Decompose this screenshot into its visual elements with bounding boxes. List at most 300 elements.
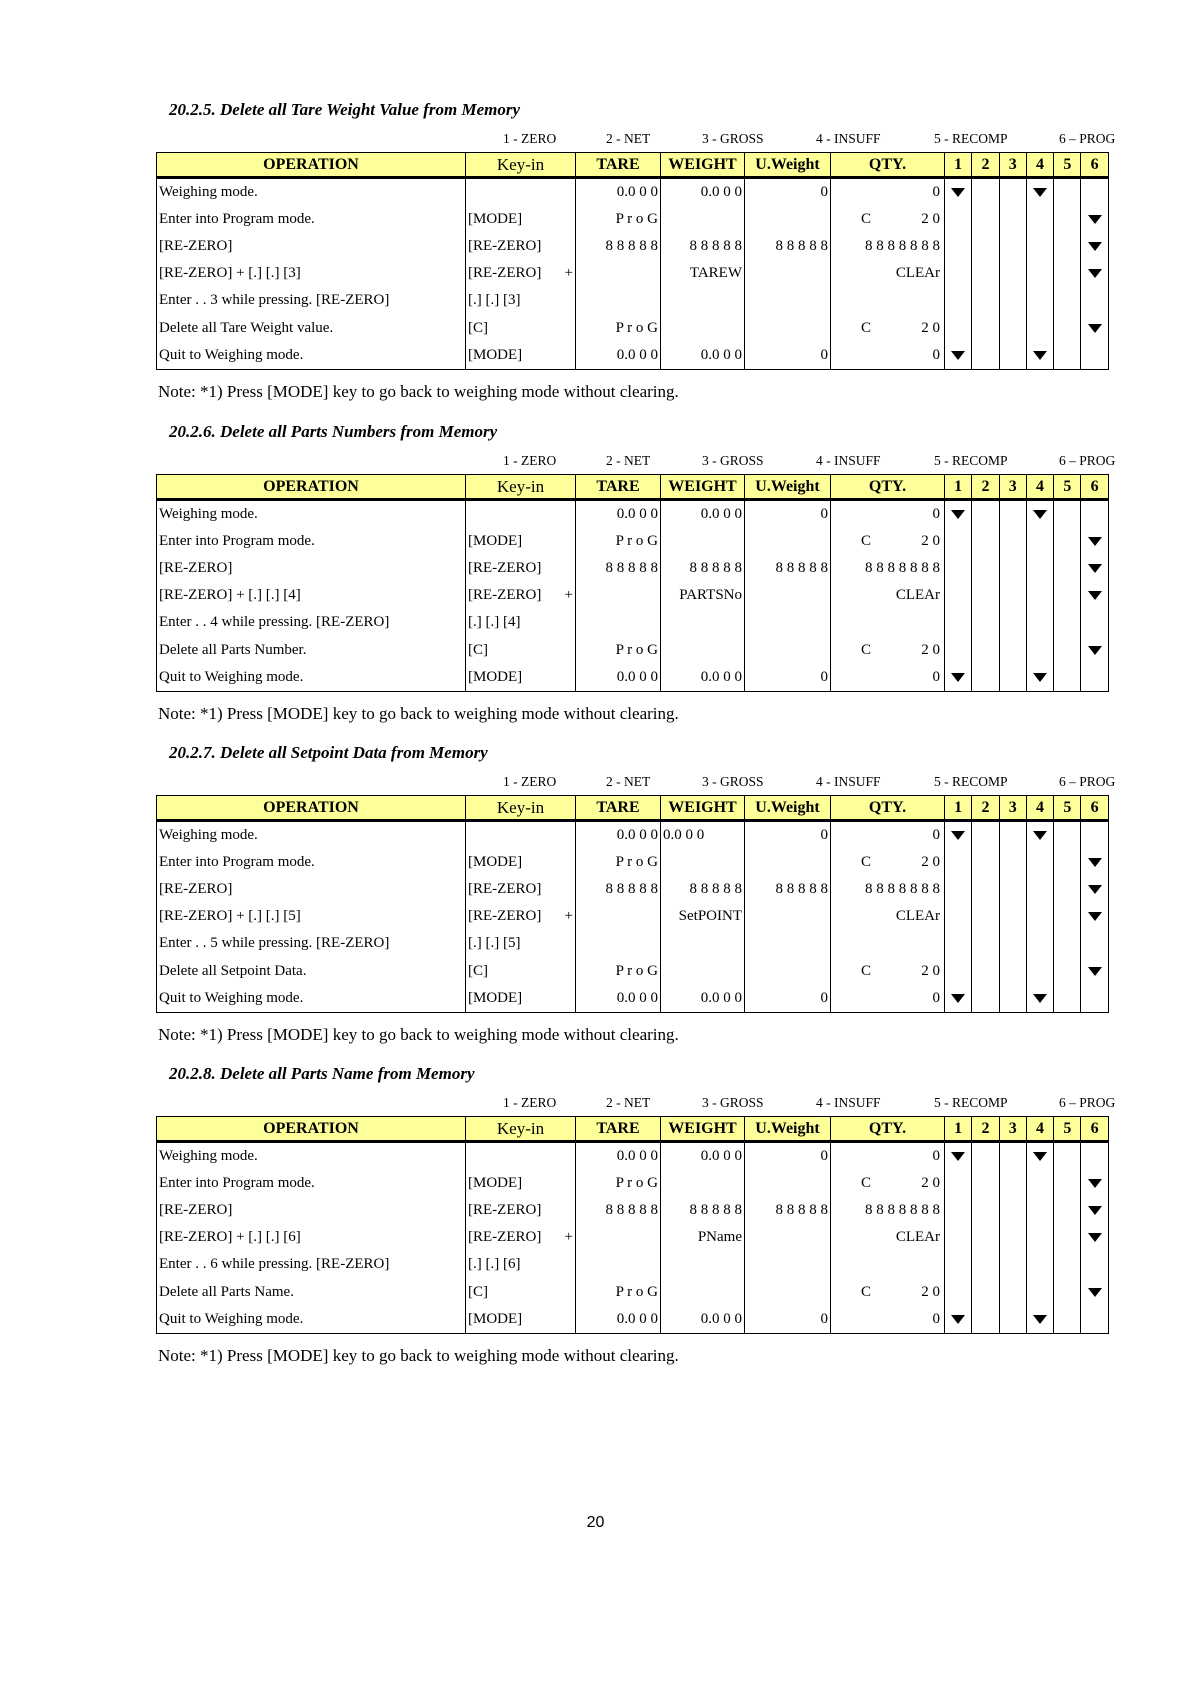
indicator-cell-4 (1026, 260, 1053, 287)
operation-cell: Enter into Program mode. (157, 1170, 466, 1197)
table-row (157, 260, 1109, 287)
tare-cell: 0.0 0 0 (576, 985, 661, 1013)
indicator-cell-4 (1026, 582, 1053, 609)
indicator-cell-4 (1026, 821, 1053, 850)
indicator-cell-5 (1054, 849, 1081, 876)
down-triangle-icon (1088, 242, 1102, 251)
uweight-cell: 0 (745, 1306, 831, 1334)
keyin-text: [RE-ZERO] (468, 238, 542, 255)
tare-cell: P r o G (576, 957, 661, 984)
operation-cell: [RE-ZERO] (157, 233, 466, 260)
tare-cell: 0.0 0 0 (576, 664, 661, 692)
operation-cell: Enter . . 4 while pressing. [RE-ZERO] (157, 609, 466, 636)
indicator-cell-4 (1026, 500, 1053, 529)
indicator-cell-2 (972, 178, 999, 207)
down-triangle-icon (951, 188, 965, 197)
indicator-cell-1 (945, 1142, 972, 1171)
indicator-cell-3 (999, 1306, 1026, 1334)
indicator-cell-6 (1081, 664, 1108, 692)
keyin-plus: + (564, 1229, 573, 1246)
uweight-cell (745, 260, 831, 287)
indicator-cell-4 (1026, 985, 1053, 1013)
header-indicator-6: 6 (1081, 475, 1108, 500)
keyin-cell (466, 1142, 576, 1171)
operation-cell: Delete all Parts Number. (157, 636, 466, 663)
tare-cell (576, 930, 661, 957)
uweight-cell (745, 930, 831, 957)
down-triangle-icon (1088, 858, 1102, 867)
indicator-legend-item: 1 - ZERO (503, 1095, 557, 1110)
weight-cell: TAREW (661, 260, 745, 287)
keyin-text: [RE-ZERO] (468, 560, 542, 577)
header-indicator-6: 6 (1081, 1117, 1108, 1142)
header-indicator-4: 4 (1026, 475, 1053, 500)
qty-value: 8 8 8 8 8 8 8 (865, 238, 940, 255)
weight-cell: 0.0 0 0 (661, 664, 745, 692)
indicator-cell-4 (1026, 876, 1053, 903)
down-triangle-icon (1088, 1288, 1102, 1297)
table-row (157, 233, 1109, 260)
header-weight: WEIGHT (661, 153, 745, 178)
qty-cell (831, 876, 945, 903)
qty-cell (831, 1278, 945, 1305)
indicator-legend-item: 3 - GROSS (702, 131, 764, 146)
keyin-text: [MODE] (468, 346, 523, 363)
indicator-cell-4 (1026, 314, 1053, 341)
uweight-cell (745, 528, 831, 555)
header-uweight: U.Weight (745, 1117, 831, 1142)
indicator-cell-4 (1026, 528, 1053, 555)
indicator-cell-5 (1054, 314, 1081, 341)
header-indicator-3: 3 (999, 1117, 1026, 1142)
indicator-cell-6 (1081, 1306, 1108, 1334)
section-note: Note: *1) Press [MODE] key to go back to weighing mode without clearing. (158, 382, 679, 401)
down-triangle-icon (951, 1315, 965, 1324)
header-qty: QTY. (831, 1117, 945, 1142)
down-triangle-icon (1088, 215, 1102, 224)
operation-cell: Weighing mode. (157, 500, 466, 529)
table-row (157, 178, 1109, 207)
down-triangle-icon (1088, 591, 1102, 600)
indicator-cell-4 (1026, 178, 1053, 207)
indicator-cell-2 (972, 930, 999, 957)
indicator-cell-4 (1026, 1142, 1053, 1171)
table-row (157, 985, 1109, 1013)
table-row (157, 821, 1109, 850)
indicator-cell-3 (999, 1142, 1026, 1171)
section-4 (0, 1064, 1191, 1374)
keyin-cell (466, 985, 576, 1013)
header-indicator-1: 1 (945, 153, 972, 178)
uweight-cell (745, 636, 831, 663)
indicator-cell-2 (972, 1170, 999, 1197)
section-2 (0, 422, 1191, 732)
indicator-cell-2 (972, 876, 999, 903)
indicator-cell-6 (1081, 582, 1108, 609)
header-indicator-5: 5 (1054, 475, 1081, 500)
table-row (157, 206, 1109, 233)
header-indicator-6: 6 (1081, 796, 1108, 821)
operation-cell: [RE-ZERO] (157, 876, 466, 903)
indicator-cell-6 (1081, 1224, 1108, 1251)
down-triangle-icon (1088, 564, 1102, 573)
weight-cell (661, 528, 745, 555)
indicator-cell-2 (972, 528, 999, 555)
indicator-cell-5 (1054, 876, 1081, 903)
table-row (157, 287, 1109, 314)
indicator-cell-1 (945, 582, 972, 609)
indicator-cell-2 (972, 664, 999, 692)
indicator-cell-1 (945, 287, 972, 314)
indicator-cell-6 (1081, 528, 1108, 555)
keyin-cell (466, 609, 576, 636)
keyin-text: [RE-ZERO] (468, 587, 542, 604)
indicator-cell-2 (972, 233, 999, 260)
operation-cell: [RE-ZERO] (157, 555, 466, 582)
table-row (157, 1142, 1109, 1171)
indicator-cell-1 (945, 178, 972, 207)
down-triangle-icon (1033, 1152, 1047, 1161)
qty-cell (831, 178, 945, 207)
qty-cell (831, 1251, 945, 1278)
table-row (157, 664, 1109, 692)
weight-cell: 8 8 8 8 8 (661, 233, 745, 260)
indicator-cell-4 (1026, 1306, 1053, 1334)
indicator-cell-2 (972, 849, 999, 876)
header-qty: QTY. (831, 796, 945, 821)
indicator-cell-1 (945, 1278, 972, 1305)
down-triangle-icon (1033, 510, 1047, 519)
tare-cell: P r o G (576, 1278, 661, 1305)
indicator-cell-3 (999, 287, 1026, 314)
section-1 (0, 100, 1191, 410)
qty-cell (831, 555, 945, 582)
indicator-cell-3 (999, 1224, 1026, 1251)
indicator-cell-4 (1026, 636, 1053, 663)
weight-cell: 0.0 0 0 (661, 1142, 745, 1171)
indicator-cell-2 (972, 260, 999, 287)
operation-cell: Weighing mode. (157, 1142, 466, 1171)
operation-table (156, 152, 1109, 370)
indicator-cell-1 (945, 1251, 972, 1278)
down-triangle-icon (1088, 967, 1102, 976)
indicator-cell-1 (945, 500, 972, 529)
header-qty: QTY. (831, 153, 945, 178)
indicator-cell-3 (999, 903, 1026, 930)
keyin-text: [MODE] (468, 1175, 523, 1192)
indicator-cell-5 (1054, 260, 1081, 287)
indicator-cell-3 (999, 876, 1026, 903)
keyin-cell (466, 1170, 576, 1197)
keyin-text: [C] (468, 641, 488, 658)
indicator-cell-5 (1054, 985, 1081, 1013)
header-tare: TARE (576, 153, 661, 178)
qty-value: 0 (932, 827, 940, 844)
operation-cell: Enter into Program mode. (157, 528, 466, 555)
tare-cell: 8 8 8 8 8 (576, 233, 661, 260)
indicator-cell-5 (1054, 500, 1081, 529)
indicator-cell-5 (1054, 582, 1081, 609)
header-weight: WEIGHT (661, 475, 745, 500)
header-uweight: U.Weight (745, 153, 831, 178)
indicator-cell-3 (999, 821, 1026, 850)
operation-table (156, 474, 1109, 692)
indicator-cell-2 (972, 314, 999, 341)
indicator-cell-1 (945, 609, 972, 636)
indicator-cell-5 (1054, 930, 1081, 957)
indicator-cell-1 (945, 314, 972, 341)
indicator-cell-2 (972, 1197, 999, 1224)
table-row (157, 957, 1109, 984)
indicator-cell-4 (1026, 609, 1053, 636)
header-keyin: Key-in (466, 796, 576, 821)
operation-table (156, 795, 1109, 1013)
down-triangle-icon (1088, 1233, 1102, 1242)
table-header-row (157, 1117, 1109, 1142)
keyin-text: [MODE] (468, 854, 523, 871)
indicator-cell-1 (945, 206, 972, 233)
indicator-cell-4 (1026, 664, 1053, 692)
indicator-cell-3 (999, 1251, 1026, 1278)
qty-cell (831, 1142, 945, 1171)
indicator-cell-1 (945, 555, 972, 582)
table-header-row (157, 796, 1109, 821)
indicator-legend-item: 6 – PROG (1059, 453, 1116, 468)
header-indicator-1: 1 (945, 475, 972, 500)
operation-cell: [RE-ZERO] (157, 1197, 466, 1224)
keyin-cell (466, 233, 576, 260)
uweight-cell (745, 903, 831, 930)
header-indicator-6: 6 (1081, 153, 1108, 178)
uweight-cell: 0 (745, 664, 831, 692)
header-weight: WEIGHT (661, 1117, 745, 1142)
qty-prefix: C (861, 1175, 872, 1192)
header-qty: QTY. (831, 475, 945, 500)
indicator-cell-6 (1081, 903, 1108, 930)
header-indicator-4: 4 (1026, 796, 1053, 821)
indicator-cell-1 (945, 664, 972, 692)
qty-value: 2 0 (921, 854, 940, 871)
qty-value: 2 0 (921, 641, 940, 658)
indicator-cell-3 (999, 957, 1026, 984)
indicator-cell-2 (972, 342, 999, 370)
indicator-legend-item: 5 - RECOMP (934, 453, 1008, 468)
indicator-cell-2 (972, 1251, 999, 1278)
indicator-legend-item: 6 – PROG (1059, 774, 1116, 789)
qty-cell (831, 314, 945, 341)
weight-cell (661, 636, 745, 663)
indicator-cell-6 (1081, 500, 1108, 529)
header-indicator-5: 5 (1054, 1117, 1081, 1142)
indicator-cell-6 (1081, 178, 1108, 207)
qty-value: 8 8 8 8 8 8 8 (865, 881, 940, 898)
indicator-legend-item: 1 - ZERO (503, 774, 557, 789)
down-triangle-icon (1088, 885, 1102, 894)
qty-cell (831, 903, 945, 930)
indicator-cell-4 (1026, 957, 1053, 984)
keyin-plus: + (564, 587, 573, 604)
qty-cell (831, 985, 945, 1013)
qty-value: 0 (932, 989, 940, 1006)
down-triangle-icon (951, 831, 965, 840)
qty-value: 2 0 (921, 533, 940, 550)
qty-cell (831, 287, 945, 314)
down-triangle-icon (951, 673, 965, 682)
indicator-legend-item: 1 - ZERO (503, 453, 557, 468)
indicator-cell-6 (1081, 636, 1108, 663)
down-triangle-icon (951, 994, 965, 1003)
tare-cell (576, 1251, 661, 1278)
qty-cell (831, 636, 945, 663)
table-row (157, 636, 1109, 663)
operation-cell: Enter into Program mode. (157, 849, 466, 876)
indicator-cell-6 (1081, 1251, 1108, 1278)
qty-value: 2 0 (921, 211, 940, 228)
qty-value: 0 (932, 1148, 940, 1165)
keyin-plus: + (564, 908, 573, 925)
indicator-cell-3 (999, 985, 1026, 1013)
indicator-cell-5 (1054, 1306, 1081, 1334)
indicator-cell-6 (1081, 930, 1108, 957)
weight-cell: PName (661, 1224, 745, 1251)
down-triangle-icon (1088, 269, 1102, 278)
indicator-cell-4 (1026, 1197, 1053, 1224)
down-triangle-icon (1033, 188, 1047, 197)
tare-cell: P r o G (576, 849, 661, 876)
indicator-cell-3 (999, 206, 1026, 233)
keyin-cell (466, 876, 576, 903)
tare-cell: 8 8 8 8 8 (576, 876, 661, 903)
tare-cell (576, 260, 661, 287)
indicator-cell-3 (999, 930, 1026, 957)
down-triangle-icon (1088, 646, 1102, 655)
uweight-cell (745, 206, 831, 233)
keyin-text: [.] [.] [4] (468, 614, 521, 631)
operation-cell: Delete all Parts Name. (157, 1278, 466, 1305)
qty-cell (831, 1170, 945, 1197)
operation-cell: Enter . . 5 while pressing. [RE-ZERO] (157, 930, 466, 957)
tare-cell: 0.0 0 0 (576, 821, 661, 850)
indicator-cell-5 (1054, 1197, 1081, 1224)
qty-prefix: C (861, 319, 872, 336)
indicator-cell-6 (1081, 1197, 1108, 1224)
operation-cell: Enter into Program mode. (157, 206, 466, 233)
tare-cell (576, 1224, 661, 1251)
header-tare: TARE (576, 475, 661, 500)
keyin-cell (466, 500, 576, 529)
tare-cell (576, 903, 661, 930)
indicator-cell-6 (1081, 609, 1108, 636)
keyin-cell (466, 664, 576, 692)
header-indicator-4: 4 (1026, 153, 1053, 178)
header-operation: OPERATION (157, 475, 466, 500)
down-triangle-icon (1088, 1206, 1102, 1215)
indicator-cell-2 (972, 555, 999, 582)
header-keyin: Key-in (466, 475, 576, 500)
down-triangle-icon (1033, 1315, 1047, 1324)
qty-prefix: C (861, 641, 872, 658)
indicator-cell-3 (999, 664, 1026, 692)
indicator-cell-6 (1081, 233, 1108, 260)
indicator-legend-item: 3 - GROSS (702, 774, 764, 789)
indicator-legend-item: 2 - NET (606, 774, 651, 789)
indicator-legend-item: 6 – PROG (1059, 131, 1116, 146)
indicator-legend-item: 3 - GROSS (702, 453, 764, 468)
operation-cell: Weighing mode. (157, 821, 466, 850)
keyin-cell (466, 314, 576, 341)
down-triangle-icon (1088, 912, 1102, 921)
indicator-cell-3 (999, 1197, 1026, 1224)
indicator-cell-4 (1026, 555, 1053, 582)
header-indicator-5: 5 (1054, 153, 1081, 178)
qty-value: CLEAr (895, 265, 940, 282)
indicator-cell-2 (972, 1224, 999, 1251)
tare-cell (576, 582, 661, 609)
qty-value: 0 (932, 668, 940, 685)
header-tare: TARE (576, 1117, 661, 1142)
uweight-cell (745, 1251, 831, 1278)
qty-value: 0 (932, 1310, 940, 1327)
header-indicator-3: 3 (999, 796, 1026, 821)
down-triangle-icon (1033, 673, 1047, 682)
uweight-cell (745, 849, 831, 876)
indicator-cell-4 (1026, 1170, 1053, 1197)
keyin-text: [C] (468, 962, 488, 979)
indicator-cell-6 (1081, 206, 1108, 233)
indicator-cell-6 (1081, 314, 1108, 341)
section-note: Note: *1) Press [MODE] key to go back to weighing mode without clearing. (158, 1346, 679, 1365)
table-row (157, 903, 1109, 930)
indicator-cell-5 (1054, 903, 1081, 930)
keyin-text: [.] [.] [5] (468, 935, 521, 952)
operation-cell: Enter . . 6 while pressing. [RE-ZERO] (157, 1251, 466, 1278)
indicator-cell-2 (972, 609, 999, 636)
qty-value: 0 (932, 506, 940, 523)
indicator-cell-4 (1026, 342, 1053, 370)
header-indicator-2: 2 (972, 1117, 999, 1142)
table-row (157, 500, 1109, 529)
keyin-cell (466, 957, 576, 984)
indicator-cell-2 (972, 1306, 999, 1334)
indicator-legend-item: 5 - RECOMP (934, 1095, 1008, 1110)
uweight-cell: 8 8 8 8 8 (745, 233, 831, 260)
indicator-cell-2 (972, 636, 999, 663)
weight-cell (661, 314, 745, 341)
indicator-legend-item: 1 - ZERO (503, 131, 557, 146)
indicator-cell-1 (945, 1224, 972, 1251)
qty-prefix: C (861, 211, 872, 228)
indicator-cell-4 (1026, 1224, 1053, 1251)
indicator-cell-3 (999, 1278, 1026, 1305)
keyin-cell (466, 528, 576, 555)
indicator-cell-1 (945, 957, 972, 984)
operation-cell: Quit to Weighing mode. (157, 342, 466, 370)
keyin-cell (466, 1197, 576, 1224)
operation-cell: [RE-ZERO] + [.] [.] [6] (157, 1224, 466, 1251)
header-keyin: Key-in (466, 153, 576, 178)
qty-value: CLEAr (895, 1229, 940, 1246)
section-note: Note: *1) Press [MODE] key to go back to weighing mode without clearing. (158, 704, 679, 723)
tare-cell: 0.0 0 0 (576, 178, 661, 207)
weight-cell: 0.0 0 0 (661, 1306, 745, 1334)
indicator-cell-1 (945, 930, 972, 957)
operation-cell: Quit to Weighing mode. (157, 664, 466, 692)
keyin-text: [RE-ZERO] (468, 881, 542, 898)
section-note: Note: *1) Press [MODE] key to go back to weighing mode without clearing. (158, 1025, 679, 1044)
weight-cell: 0.0 0 0 (661, 342, 745, 370)
keyin-cell (466, 582, 576, 609)
keyin-cell (466, 849, 576, 876)
